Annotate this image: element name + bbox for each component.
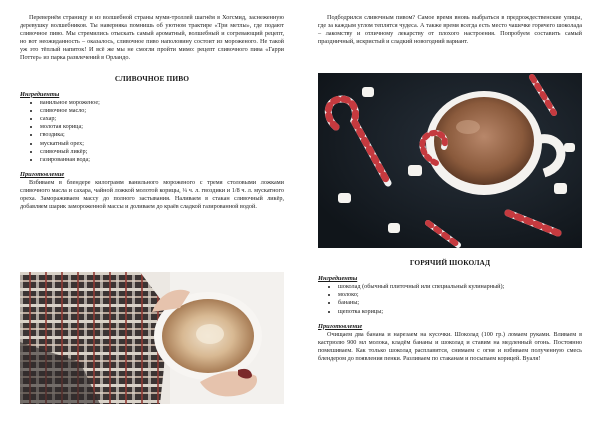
list-item: • ванильное мороженое; <box>40 99 284 107</box>
list-item: • бананы; <box>338 299 582 307</box>
list-item: • сахар; <box>40 115 284 123</box>
list-item: • молоко; <box>338 291 582 299</box>
hot-chocolate-preparation-label: Приготовление <box>318 322 363 330</box>
list-item: • гвоздика; <box>40 131 284 139</box>
list-item: • шоколад (обычный плиточный или специальный кулинарный); <box>338 283 582 291</box>
hot-chocolate-ingredients-list <box>318 283 582 316</box>
list-item: • газированная вода; <box>40 156 284 164</box>
butterbeer-preparation-label: Приготовление <box>20 171 65 179</box>
latte-mug-photo <box>20 272 284 404</box>
hot-chocolate-recipe <box>318 258 582 363</box>
hot-chocolate-intro: Подбодрился сливочным пивом? Самое время вновь выбраться в предрождественские улицы, где за каждым углом теплятся чудеса. А также время всегда есть место чашечке горячего шоколада – лакомству и отличному лекарству от плохого настроения. Попробуем составить самый праздничный, искристый и сладкий новогодний вариант. <box>318 14 582 46</box>
hot-chocolate-illustration <box>318 73 582 248</box>
hot-chocolate-photo <box>318 73 582 248</box>
left-column <box>20 14 284 212</box>
latte-mug-illustration <box>20 272 284 404</box>
list-item: • щепотка корицы; <box>338 308 582 316</box>
hot-chocolate-ingredients-label: Ингредиенты <box>318 275 358 282</box>
right-column <box>318 14 582 46</box>
list-item: • сливочный ликёр; <box>40 148 284 156</box>
butterbeer-ingredients-label: Ингредиенты <box>20 90 60 98</box>
list-item: • мускатный орех; <box>40 140 284 148</box>
butterbeer-preparation: Взбиваем в блендере килограмм ванильного мороженого с тремя столовыми ложками сливочного масла и сахара, чайной ложкой молотой корицы, ¼ ч. л. гвоздики и 1/8 ч. л. мускатного ореха. Замораживаем массу до полного застывания. Наливаем в стакан сливочный ликёр, добавляем шарик замороженной массы и доливаем до краёв сладкой газированной водой. <box>20 179 284 211</box>
butterbeer-intro: Перевернём страницу и из волшебной страны муми-троллей шагнём в Хогсмид, заснеженную деревушку волшебников. Ты наверняка помнишь об уютном трактире «Три метлы», где подают сливочное пиво. Мы стремились отыскать самый ароматный, волшебный и согревающий рецепт, но вот неожиданность – оказалось, сливочное пиво наполовину состоит из мороженого. Не такой уж это тёплый напиток! И всё же мы не смогли пройти мимо: рецепт сливочного пива «Гарри Поттер» из парка развлечений в Орландо. <box>20 14 284 62</box>
list-item: • молотая корица; <box>40 123 284 131</box>
hot-chocolate-preparation: Очищаем два банана и нарезаем на кусочки. Шоколад (100 гр.) ломаем руками. Вливаем в кастрюлю 900 мл молока, кладём бананы и шоколад и ставим на медленный огонь. Постоянно помешиваем. Как только шоколад расплавится, снимаем с огня и взбиваем полученную смесь блендером до появления пенки. Разливаем по стаканам и посыпаем корицей. Вуаля! <box>318 330 582 363</box>
hot-chocolate-heading: ГОРЯЧИЙ ШОКОЛАД <box>409 258 491 267</box>
list-item: • сливочное масло; <box>40 107 284 115</box>
butterbeer-ingredients-list <box>20 99 284 165</box>
butterbeer-heading: СЛИВОЧНОЕ ПИВО <box>114 73 190 83</box>
